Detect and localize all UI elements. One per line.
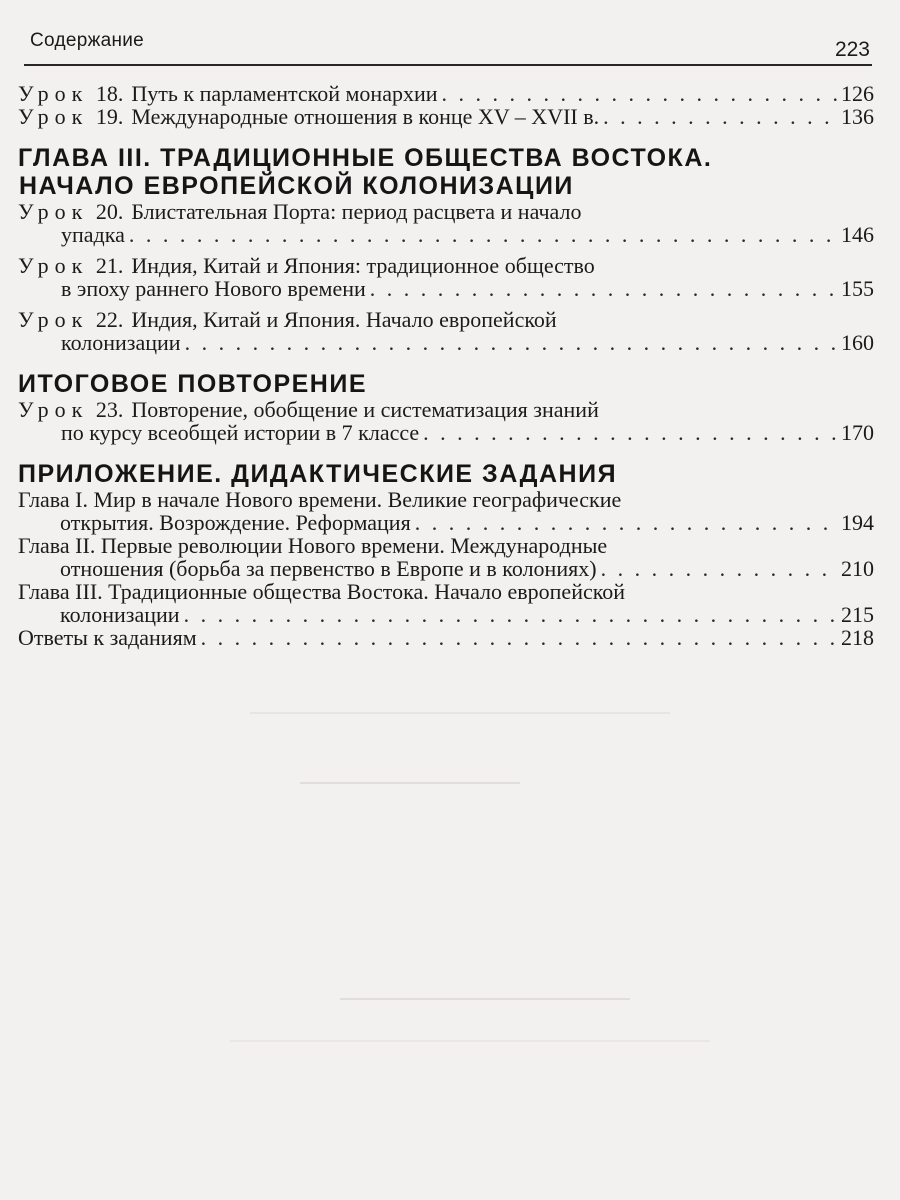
page-ref: 136 [841,104,874,129]
toc-entry-appendix-3[interactable] [18,580,874,626]
show-through-line [250,712,670,714]
lesson-title: Блистательная Порта: период расцвета и начало [131,199,582,224]
page-ref: 160 [841,330,874,355]
toc-entry-lesson-19[interactable] [18,105,874,128]
toc-entry-lesson-22[interactable] [18,308,874,354]
lesson-title: Повторение, обобщение и систематизация знаний [131,397,599,422]
chapter-title-line: ГЛАВА III. ТРАДИЦИОННЫЕ ОБЩЕСТВА ВОСТОКА. [18,144,713,172]
dot-leader [442,82,837,105]
lesson-number: 22. [95,307,124,332]
lesson-title: Индия, Китай и Япония. Начало европейской [131,307,557,332]
chapter-title-line: НАЧАЛО ЕВРОПЕЙСКОЙ КОЛОНИЗАЦИИ [19,172,574,200]
page-ref: 215 [841,602,874,627]
final-review-title: ИТОГОВОЕ ПОВТОРЕНИЕ [18,370,368,398]
appendix-item-title-cont: открытия. Возрождение. Реформация [60,510,411,535]
dot-leader [603,105,837,128]
toc-entry-appendix-2[interactable] [18,534,874,580]
appendix-item-title-cont: отношения (борьба за первенство в Европе и в колониях) [60,556,597,581]
table-of-contents [18,82,874,649]
page-ref: 126 [841,81,874,106]
dot-leader [423,421,837,444]
lesson-prefix: Урок [18,253,89,278]
appendix-item-title: Глава II. Первые революции Нового времени. Международные [18,533,608,558]
lesson-number: 21. [95,253,124,278]
lesson-title: Международные отношения в конце XV – XVII в. [131,104,600,129]
dot-leader [129,223,837,246]
show-through-line [340,998,630,1000]
toc-entry-lesson-20[interactable] [18,200,874,246]
dot-leader [370,277,837,300]
page-ref: 170 [841,420,874,445]
page-ref: 155 [841,276,874,301]
running-head [24,28,872,66]
chapter-3-heading[interactable] [18,144,874,200]
toc-entry-answers[interactable] [18,626,874,649]
appendix-item-title: Глава III. Традиционные общества Востока. Начало европейской [18,579,626,604]
lesson-prefix: Урок [18,81,89,106]
show-through-line [300,782,520,784]
lesson-title: Путь к парламентской монархии [131,81,438,106]
lesson-title-cont: в эпоху раннего Нового времени [61,276,366,301]
dot-leader [185,331,837,354]
appendix-heading[interactable] [18,460,874,488]
lesson-prefix: Урок [18,104,89,129]
lesson-title: Индия, Китай и Япония: традиционное общество [131,253,595,278]
toc-entry-appendix-1[interactable] [18,488,874,534]
dot-leader [184,603,837,626]
toc-entry-lesson-18[interactable] [18,82,874,105]
page-ref: 210 [841,556,874,581]
toc-entry-lesson-23[interactable] [18,398,874,444]
lesson-number: 18. [95,81,124,106]
lesson-number: 23. [95,397,124,422]
dot-leader [601,557,837,580]
page-ref: 218 [841,625,874,650]
lesson-prefix: Урок [18,397,89,422]
lesson-title-cont: упадка [61,222,125,247]
lesson-title-cont: колонизации [61,330,181,355]
page-ref: 194 [841,510,874,535]
appendix-title: ПРИЛОЖЕНИЕ. ДИДАКТИЧЕСКИЕ ЗАДАНИЯ [18,460,618,488]
page-ref: 146 [841,222,874,247]
lesson-prefix: Урок [18,199,89,224]
show-through-line [230,1040,710,1042]
appendix-item-title-cont: колонизации [60,602,180,627]
dot-leader [415,511,837,534]
dot-leader [201,626,837,649]
lesson-title-cont: по курсу всеобщей истории в 7 классе [61,420,420,445]
section-title: Содержание [30,30,145,51]
lesson-number: 19. [95,104,124,129]
lesson-number: 20. [95,199,124,224]
toc-entry-lesson-21[interactable] [18,254,874,300]
appendix-item-title: Глава I. Мир в начале Нового времени. Великие географические [18,487,622,512]
lesson-prefix: Урок [18,307,89,332]
page-number: 223 [834,38,870,61]
answers-title: Ответы к заданиям [18,625,197,650]
final-review-heading[interactable] [18,370,874,398]
